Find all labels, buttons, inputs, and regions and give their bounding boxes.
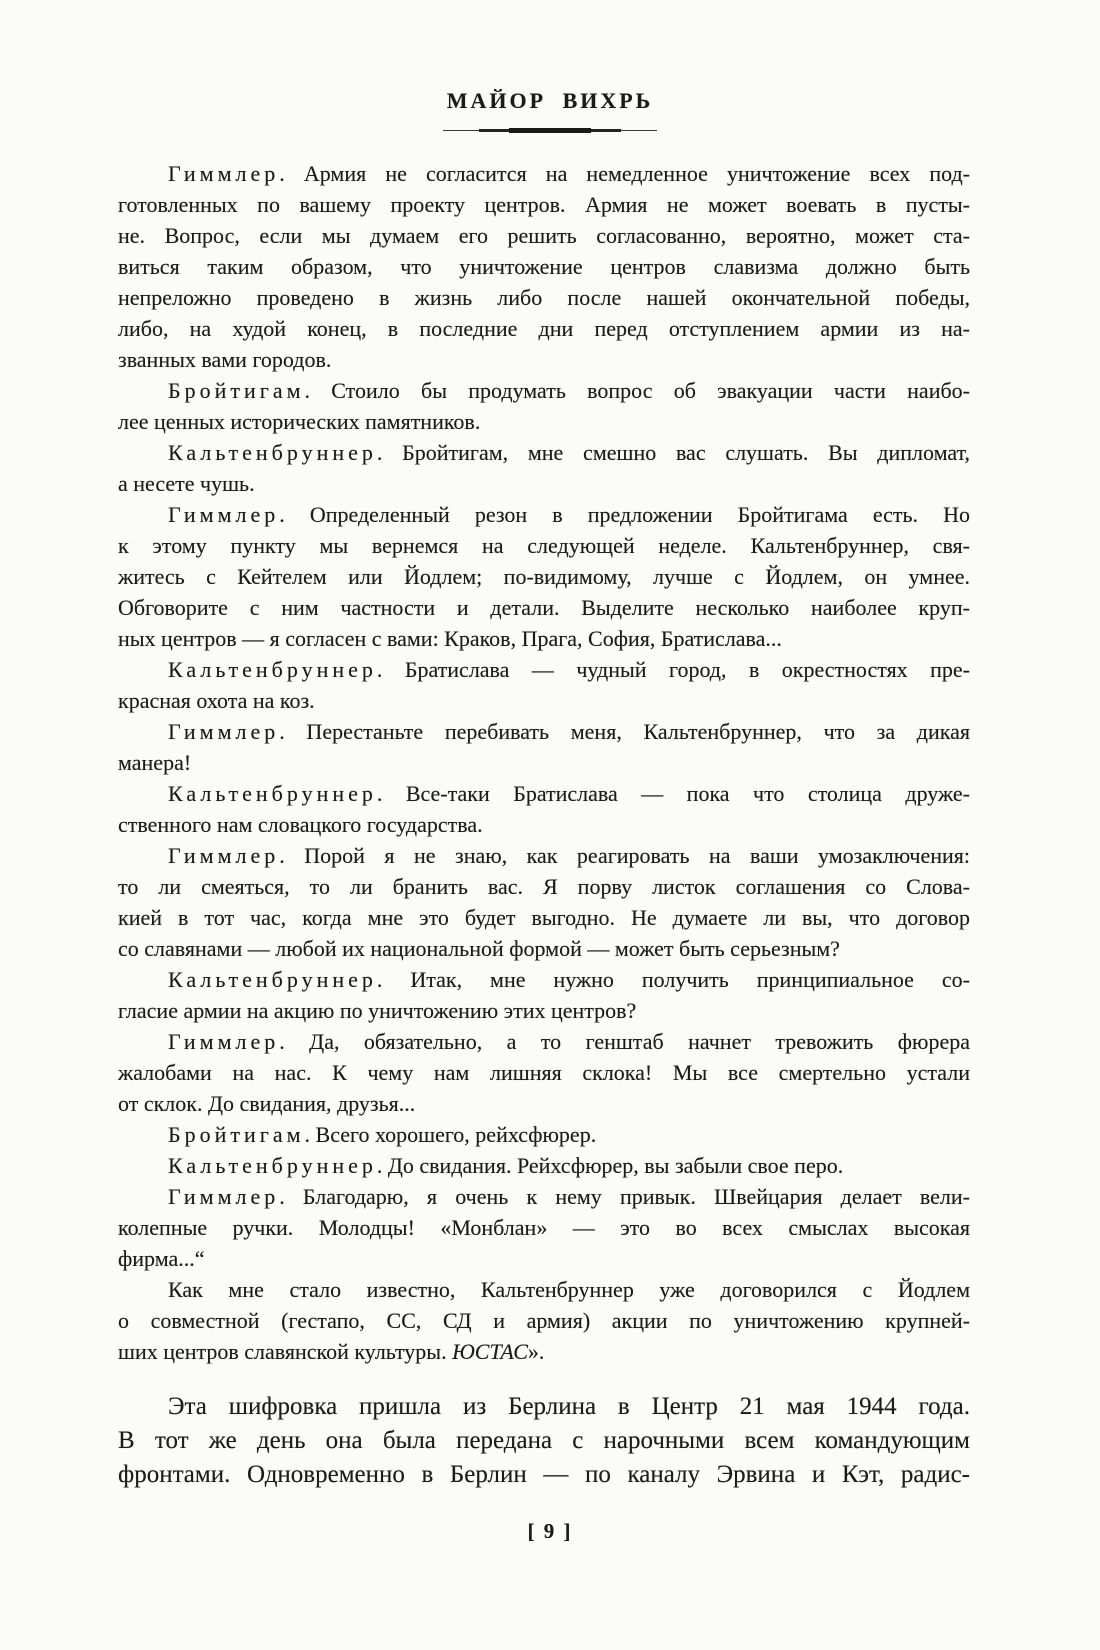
speaker-name: Кальтенбруннер [168, 440, 377, 465]
text-line [118, 158, 970, 189]
text-line [118, 313, 970, 344]
speaker-name: Кальтенбруннер [168, 781, 377, 806]
text-segment: . Стоило бы продумать вопрос об эвакуации части наибо- [304, 378, 970, 403]
text-line [118, 1458, 970, 1492]
text-segment: красная охота на коз. [118, 688, 315, 713]
text-segment: не. Вопрос, если мы думаем его решить согласованно, вероятно, может ста- [118, 223, 970, 248]
text-segment: житесь с Кейтелем или Йодлем; по-видимому, лучше с Йодлем, он умнее. [118, 564, 970, 589]
text-line [118, 1181, 970, 1212]
text-segment: Как мне стало известно, Кальтенбруннер уже договорился с Йодлем [168, 1277, 970, 1302]
text-segment: жалобами на нас. К чему нам лишняя склока! Мы все смертельно устали [118, 1060, 970, 1085]
text-line [118, 1243, 970, 1274]
text-segment: виться таким образом, что уничтожение центров славизма должно быть [118, 254, 970, 279]
text-line [118, 1305, 970, 1336]
text-segment: к этому пункту мы вернемся на следующей неделе. Кальтенбруннер, свя- [118, 533, 970, 558]
text-segment: Обговорите с ним частности и детали. Выделите несколько наиболее круп- [118, 595, 970, 620]
text-line [118, 220, 970, 251]
text-line [118, 1390, 970, 1424]
text-line [118, 437, 970, 468]
text-line [118, 654, 970, 685]
text-segment: . Всего хорошего, рейхсфюрер. [304, 1122, 597, 1147]
text-line [118, 778, 970, 809]
text-segment: Эта шифровка пришла из Берлина в Центр 21 мая 1944 года. [168, 1393, 970, 1420]
text-segment: готовленных по вашему проекту центров. Армия не может воевать в пусты- [118, 192, 970, 217]
text-line [118, 282, 970, 313]
text-segment: ственного нам словацкого государства. [118, 812, 483, 837]
text-line [118, 530, 970, 561]
text-segment: ных центров — я согласен с вами: Краков, Прага, София, Братислава... [118, 626, 782, 651]
text-line [118, 375, 970, 406]
text-segment: . Определенный резон в предложении Бройтигама есть. Но [279, 502, 970, 527]
text-column [118, 158, 970, 1492]
text-line [118, 840, 970, 871]
dialogue-block [118, 158, 970, 1367]
text-line [118, 1212, 970, 1243]
text-line [118, 623, 970, 654]
text-line [118, 592, 970, 623]
text-segment: колепные ручки. Молодцы! «Монблан» — это во всех смыслах высокая [118, 1215, 970, 1240]
text-segment: . До свидания. Рейхсфюрер, вы забыли свое перо. [376, 1153, 844, 1178]
text-segment: . Все-таки Братислава — пока что столица друже- [376, 781, 970, 806]
text-segment: ». [527, 1339, 545, 1364]
text-line [118, 685, 970, 716]
text-segment: В тот же день она была передана с нарочными всем командующим [118, 1427, 970, 1454]
speaker-name: Гиммлер [168, 719, 280, 744]
cipher-signature: ЮСТАС [452, 1339, 528, 1364]
text-segment: званных вами городов. [118, 347, 332, 372]
text-line [118, 1424, 970, 1458]
narrative-block [118, 1390, 970, 1492]
divider-center-rule [509, 128, 590, 133]
speaker-name: Бройтигам [168, 1122, 305, 1147]
text-segment: о совместной (гестапо, СС, СД и армия) акции по уничтожению крупней- [118, 1308, 970, 1333]
text-segment: . Итак, мне нужно получить принципиальное со- [376, 967, 970, 992]
text-line [118, 1057, 970, 1088]
text-line [118, 809, 970, 840]
text-line [118, 933, 970, 964]
text-line [118, 1026, 970, 1057]
text-segment: . Бройтигам, мне смешно вас слушать. Вы дипломат, [376, 440, 970, 465]
text-line [118, 747, 970, 778]
speaker-name: Кальтенбруннер [168, 657, 377, 682]
text-segment: фирма...“ [118, 1246, 205, 1271]
text-segment: . Да, обязательно, а то генштаб начнет тревожить фюрера [279, 1029, 970, 1054]
speaker-name: Гиммлер [168, 1184, 280, 1209]
text-line [118, 561, 970, 592]
speaker-name: Гиммлер [168, 843, 280, 868]
text-segment: либо, на худой конец, в последние дни перед отступлением армии из на- [118, 316, 970, 341]
text-segment: непреложно проведено в жизнь либо после нашей окончательной победы, [118, 285, 970, 310]
text-segment: лее ценных исторических памятников. [118, 409, 481, 434]
title-divider-ornament [443, 127, 657, 134]
text-segment: гласие армии на акцию по уничтожению этих центров? [118, 998, 637, 1023]
text-segment: кией в тот час, когда мне это будет выгодно. Не думаете ли вы, что договор [118, 905, 970, 930]
speaker-name: Кальтенбруннер [168, 967, 377, 992]
text-segment: то ли смеяться, то ли бранить вас. Я порву листок соглашения со Слова- [118, 874, 970, 899]
text-line [118, 995, 970, 1026]
speaker-name: Гиммлер [168, 1029, 280, 1054]
text-line [118, 871, 970, 902]
text-segment: манера! [118, 750, 192, 775]
text-segment: . Перестаньте перебивать меня, Кальтенбруннер, что за дикая [279, 719, 970, 744]
text-line [118, 1119, 970, 1150]
text-segment: . Порой я не знаю, как реагировать на ваши умозаключения: [279, 843, 970, 868]
text-line [118, 1274, 970, 1305]
text-line [118, 1088, 970, 1119]
text-line [118, 1336, 970, 1367]
text-line [118, 716, 970, 747]
text-line [118, 344, 970, 375]
text-line [118, 1150, 970, 1181]
speaker-name: Кальтенбруннер [168, 1153, 377, 1178]
text-line [118, 964, 970, 995]
text-segment: а несете чушь. [118, 471, 255, 496]
text-segment: от склок. До свидания, друзья... [118, 1091, 416, 1116]
text-line [118, 902, 970, 933]
page-number: [ 9 ] [527, 1519, 573, 1543]
book-title: МАЙОР ВИХРЬ [446, 88, 654, 113]
text-segment: со славянами — любой их национальной формой — может быть серьезным? [118, 936, 840, 961]
text-segment: . Армия не согласится на немедленное уничтожение всех под- [279, 161, 970, 186]
text-line [118, 189, 970, 220]
text-line [118, 406, 970, 437]
text-line [118, 468, 970, 499]
speaker-name: Гиммлер [168, 161, 280, 186]
speaker-name: Бройтигам [168, 378, 305, 403]
text-line [118, 499, 970, 530]
speaker-name: Гиммлер [168, 502, 280, 527]
text-line [118, 251, 970, 282]
text-segment: . Братислава — чудный город, в окрестностях пре- [376, 657, 970, 682]
page-header [0, 88, 1100, 134]
text-segment: фронтами. Одновременно в Берлин — по каналу Эрвина и Кэт, радис- [118, 1461, 970, 1488]
text-segment: . Благодарю, я очень к нему привык. Швейцария делает вели- [279, 1184, 970, 1209]
text-segment: ших центров славянской культуры. [118, 1339, 453, 1364]
